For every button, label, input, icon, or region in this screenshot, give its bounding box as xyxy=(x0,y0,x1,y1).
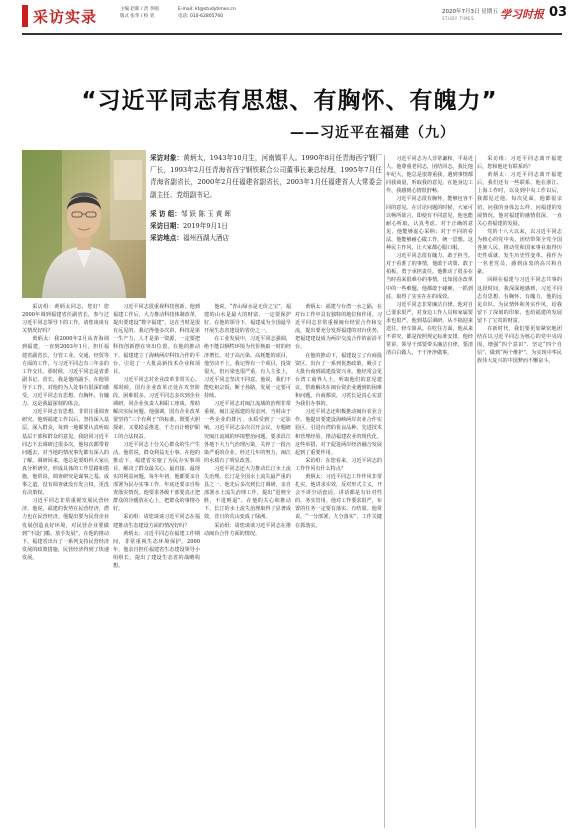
interview-date-text: 2019年9月1日 xyxy=(182,222,228,231)
article-paragraph: 习近平同志十分关心群众的生产生活。他常说，群众利益无小事。在他的推动下，福建省实施了为民办实事项目，解决了群众最关心、最直接、最现实的利益问题。每年年初，他都要亲自部署为民办实事工作，年底还要亲自检查落实情况。他要求各级干部要真正把群众的冷暖放在心上，把群众的事情办好。 xyxy=(113,441,200,513)
article-column-1 xyxy=(22,303,109,828)
article-paragraph: 在工业发展中，习近平同志强调，绝不能以牺牲环境为代价换取一时的经济增长。对于高污染、高耗能的项目，他坚决不上。我记得有一个项目，投资很大，但污染也很严重，有人主张上，习近平同志坚决不同意。他说，我们不能吃祖宗饭、断子孙路，发展一定要可持续。 xyxy=(204,336,291,400)
interviewer-label: 采 访 组： xyxy=(150,209,181,218)
header-rule xyxy=(22,33,562,35)
issue-date: 2020年7月3日 星期五 xyxy=(442,9,498,15)
article-paragraph: 采访组：在您看来，习近平同志的工作作风有什么特点？ xyxy=(295,457,382,472)
article-column-3 xyxy=(204,303,291,828)
contact-email: E-mail: kt@studytimes.cn xyxy=(178,7,236,12)
article-paragraph: 习近平同志很有胸怀，能够包容不同的意见。在讨论问题的时候，大家可以畅所欲言，即使有不同意见，他也能耐心听取，认真考虑。对于正确的意见，他能够虚心采纳；对于不同的看法，他能够耐心做工作，统一思想。这种民主作风，让大家都心服口服。 xyxy=(386,196,473,252)
article-paragraph: 在他的推动下，福建设立了台商投资区，出台了一系列优惠政策，吸引了大批台商到福建投资兴业。他经常会见台湾工商界人士，听取他们的意见建议，帮助解决在闽台资企业遇到的困难和问题。台商都说，习省长是真心实意为我们办事的。 xyxy=(295,352,382,408)
article-paragraph: 采访组：请您谈谈习近平同志在福建推动生态建设方面的情况好吗？ xyxy=(113,514,200,529)
interviewee-text: 黄炳太，1943年10月生，河南镇平人。1990年8月任青海西宁钢厂厂长，1993年2月任青海省西宁钢铁联合公司董事长兼总经理，1995年7月任青海省副省长，2000年2月任福建省副省长，2003年1月任福建省人大常委会副主任、党组副书记。 xyxy=(150,154,382,199)
issue-date-en: STUDY TIMES xyxy=(442,16,475,21)
editor-line-2: 版式 张华 / 校 勇 xyxy=(120,13,155,19)
interviewee-label: 采访对象： xyxy=(150,154,184,162)
article-paragraph: 习近平同志还大力推动长汀水土流失治理。长汀是全国水土流失最严重的县之一，他先后多次到长汀调研，亲自部署水土流失治理工作，提出“进则全胜，不进则退”。在他的关心和推动下，长汀的水土流失治理取得了显著成效，昔日的荒山变成了绿洲。 xyxy=(204,465,291,521)
article-paragraph: 采访组：请您谈谈习近平同志在推动闽台合作方面的情况。 xyxy=(204,522,291,537)
article-paragraph: 他说，“青山绿水是无价之宝”，福建的山水是最大的财富，一定要保护好。在他的领导下，福建成为全国最早开展生态省建设的省份之一。 xyxy=(204,304,291,335)
article-paragraph: 习近平同志非常重视发展民营经济。他说，福建的优势在民营经济，潜力也在民营经济。他提出要为民营企业发展创造良好环境，对民营企业要做到“不设门槛、放手发展”。在他的推动下，福建省出台了一系列支持民营经济发展的政策措施，民营经济得到了快速发展。 xyxy=(22,498,109,561)
article-paragraph: 习近平同志还积极推动闽台农业合作。他提出要建设海峡两岸农业合作实验区，引进台湾的优良品种、先进技术和管理经验，推动福建农业的现代化。这些举措，对于促进两岸经济融合发展起到了重要作用。 xyxy=(295,409,382,456)
article-paragraph: 在新时代，我们要更加紧密地团结在以习近平同志为核心的党中央周围，增强“四个意识”、坚定“四个自信”、做到“两个维护”，为实现中华民族伟大复兴的中国梦而不懈奋斗。 xyxy=(477,325,562,365)
page-header xyxy=(0,0,579,34)
article-paragraph: 黄炳太：习近平同志在福建工作期间，非常重视生态环境保护。2000年，他亲自担任福建省生态建设领导小组组长，提出了建设生态省的战略构想。 xyxy=(113,530,200,569)
article-column-4 xyxy=(295,303,382,828)
article-title: “习近平同志有思想、有胸怀、有魄力” xyxy=(81,88,498,114)
interview-place-text: 福州西湖大酒店 xyxy=(182,234,230,243)
contact-phone: 电话: 010-62805760 xyxy=(178,13,224,19)
page-number: 03 xyxy=(549,5,568,20)
column-divider xyxy=(384,155,385,828)
article-paragraph: 习近平同志很重视科技创新。他到福建工作后，大力推动科技体制改革，提出要建设“数字福建”，这在当时是很有远见的。我记得他多次讲，科技是第一生产力，人才是第一资源，一定要把科技创新摆在突出位置。在他的推动下，福建建立了海峡两岸科技合作的平台，引进了一大批高新技术企业和项目。 xyxy=(113,304,200,375)
article-column-6 xyxy=(477,155,562,828)
interviewer-text: 邹 跃 陈 玉 黄 晖 xyxy=(180,209,232,218)
article-column-5 xyxy=(386,155,473,828)
interviewee-bio xyxy=(150,152,382,201)
article-paragraph: 习近平同志为人非常谦和，平易近人。他尊重老同志，团结同志。我比他年纪大，他总是很尊重我，遇到事情都同我商量，听取我的意见。在他身边工作，我感到心情很舒畅。 xyxy=(386,156,473,195)
article-subtitle: ——习近平在福建（九） xyxy=(290,125,455,141)
article-paragraph: 习近平同志对企业改革非常关心。那时候，国有企业改革正处在攻坚阶段，困难很多。习近平同志多次到企业调研，同企业负责人和职工座谈，帮助解决实际问题。他强调，国有企业改革要坚持“三个有利于”的标准，既要大胆探索，又要稳妥推进，千方百计维护职工的合法权益。 xyxy=(113,376,200,440)
article-paragraph: 黄炳太：福建与台湾一水之隔，在对台工作中具有独特的地位和作用。习近平同志非常重视闽台经贸合作和交流，提出要充分发挥福建的对台优势，把福建建设成为两岸交流合作的前沿平台。 xyxy=(295,304,382,351)
interview-date-label: 采访日期： xyxy=(150,222,183,231)
portrait-photo xyxy=(22,150,146,298)
contact-info xyxy=(178,7,236,20)
interviewer-line xyxy=(150,208,382,220)
article-column-2 xyxy=(113,303,200,828)
article-paragraph: 习近平同志非常廉洁自律。他对自己要求很严，对身边工作人员和家属要求也很严。他到基层调研，从不搞迎来送往，轻车简从。在吃住方面，他从来不讲究，都是按照规定标准安排。他经常讲，领导干部要带头廉洁自律，要清清白白做人、干干净净做事。 xyxy=(386,301,473,357)
editor-line-1: 主编 赵晖 / 责 李刚 xyxy=(120,7,159,12)
interview-place-label: 采访地点： xyxy=(150,234,183,243)
editor-info xyxy=(120,7,159,20)
article-paragraph: 习近平同志很有魄力，敢于担当。对于看准了的事情，他敢于决策、敢于拍板，勇于承担责任。他推动了很多在当时看来很难办的事情，比如国企改革中的一些难题，他都敢于碰硬，一抓到底，取得了实实在在的成效。 xyxy=(386,253,473,300)
section-mark xyxy=(22,5,28,27)
newspaper-logo: 学习时报 xyxy=(500,8,544,21)
article-paragraph: 采访组：习近平同志离开福建后，您和他还有联系吗？ xyxy=(477,156,562,171)
article-paragraph: 党的十八大以来，以习近平同志为核心的党中央，团结带领全党全国各族人民，推动党和国家事业取得历史性成就、发生历史性变革。我作为一名老党员，感到由衷的高兴和自豪。 xyxy=(477,228,562,276)
article-paragraph: 习近平同志对闽江流域的治理非常重视。闽江是福建的母亲河，当时由于一些企业的排污，水质受到了一定影响。习近平同志多次召开会议，专题研究闽江流域的环境整治问题，要求沿江各地下大力气治理污染，关停了一批污染严重的企业。经过几年的努力，闽江的水质有了明显改善。 xyxy=(204,401,291,464)
article-paragraph: 采访组：黄炳太同志，您好！您2000年调到福建省任副省长，参与过习近平同志领导下的工作。请您谈谈有关情况好吗？ xyxy=(22,304,109,335)
interview-date-line xyxy=(150,220,382,232)
column-divider xyxy=(475,155,476,828)
interview-info-box xyxy=(150,152,382,298)
interview-place-line xyxy=(150,232,382,244)
article-paragraph: 黄炳太：我2000年2月从青海调到福建，一直到2003年1月，担任福建省副省长，分管工业、交通、经贸等方面的工作，与习近平同志有三年多的工作交往。那时候，习近平同志是省委副书记、省长，我是他的副手，在他领导下工作，对他的为人处事有很深的感受。习近平同志有思想、有胸怀、有魄力，这是我最深刻的体会。 xyxy=(22,336,109,408)
article-paragraph: 黄炳太：习近平同志工作作风非常扎实。他讲求实效，反对形式主义，开会不讲空话套话，讲话都是有针对性的，务实管用。他对工作要求很严，布置的任务一定要有落实、有结果。他常说，“一分部署，九分落实”，工作关键在抓落实。 xyxy=(295,473,382,529)
article-paragraph: 习近平同志有思想，非常注重调查研究。他到福建工作以后，坚持深入基层、深入群众，每到一地都要认真听取基层干部和群众的意见。我陪同习近平同志下去调研过很多次，他每次都带着问题去，对当地的情况事先都有深入的了解。调研回来，他总是要组织大家认真分析研究，形成具体的工作思路和措施。他常说，调查研究是谋事之基、成事之道，没有调查就没有发言权，更没有决策权。 xyxy=(22,409,109,497)
article-paragraph: 回顾在福建与习近平同志共事的这段时间，我深深地感到，习近平同志有思想、有胸怀、有魄力，他的远见卓识、为民情怀和务实作风，给我留下了深刻的印象，也给福建的发展留下了宝贵的财富。 xyxy=(477,277,562,324)
article-paragraph: 黄炳太：习近平同志离开福建后，我们还有一些联系。他在浙江、上海工作时，以及到中央工作以后，我都见过他。每次见面，他都很亲切，问我的身体怎么样，问福建的发展情况。他对福建的感情很深，一直关心着福建的发展。 xyxy=(477,172,562,227)
portrait-image xyxy=(22,150,146,298)
section-title: 采访实录 xyxy=(33,7,98,26)
section-tab xyxy=(22,5,97,27)
